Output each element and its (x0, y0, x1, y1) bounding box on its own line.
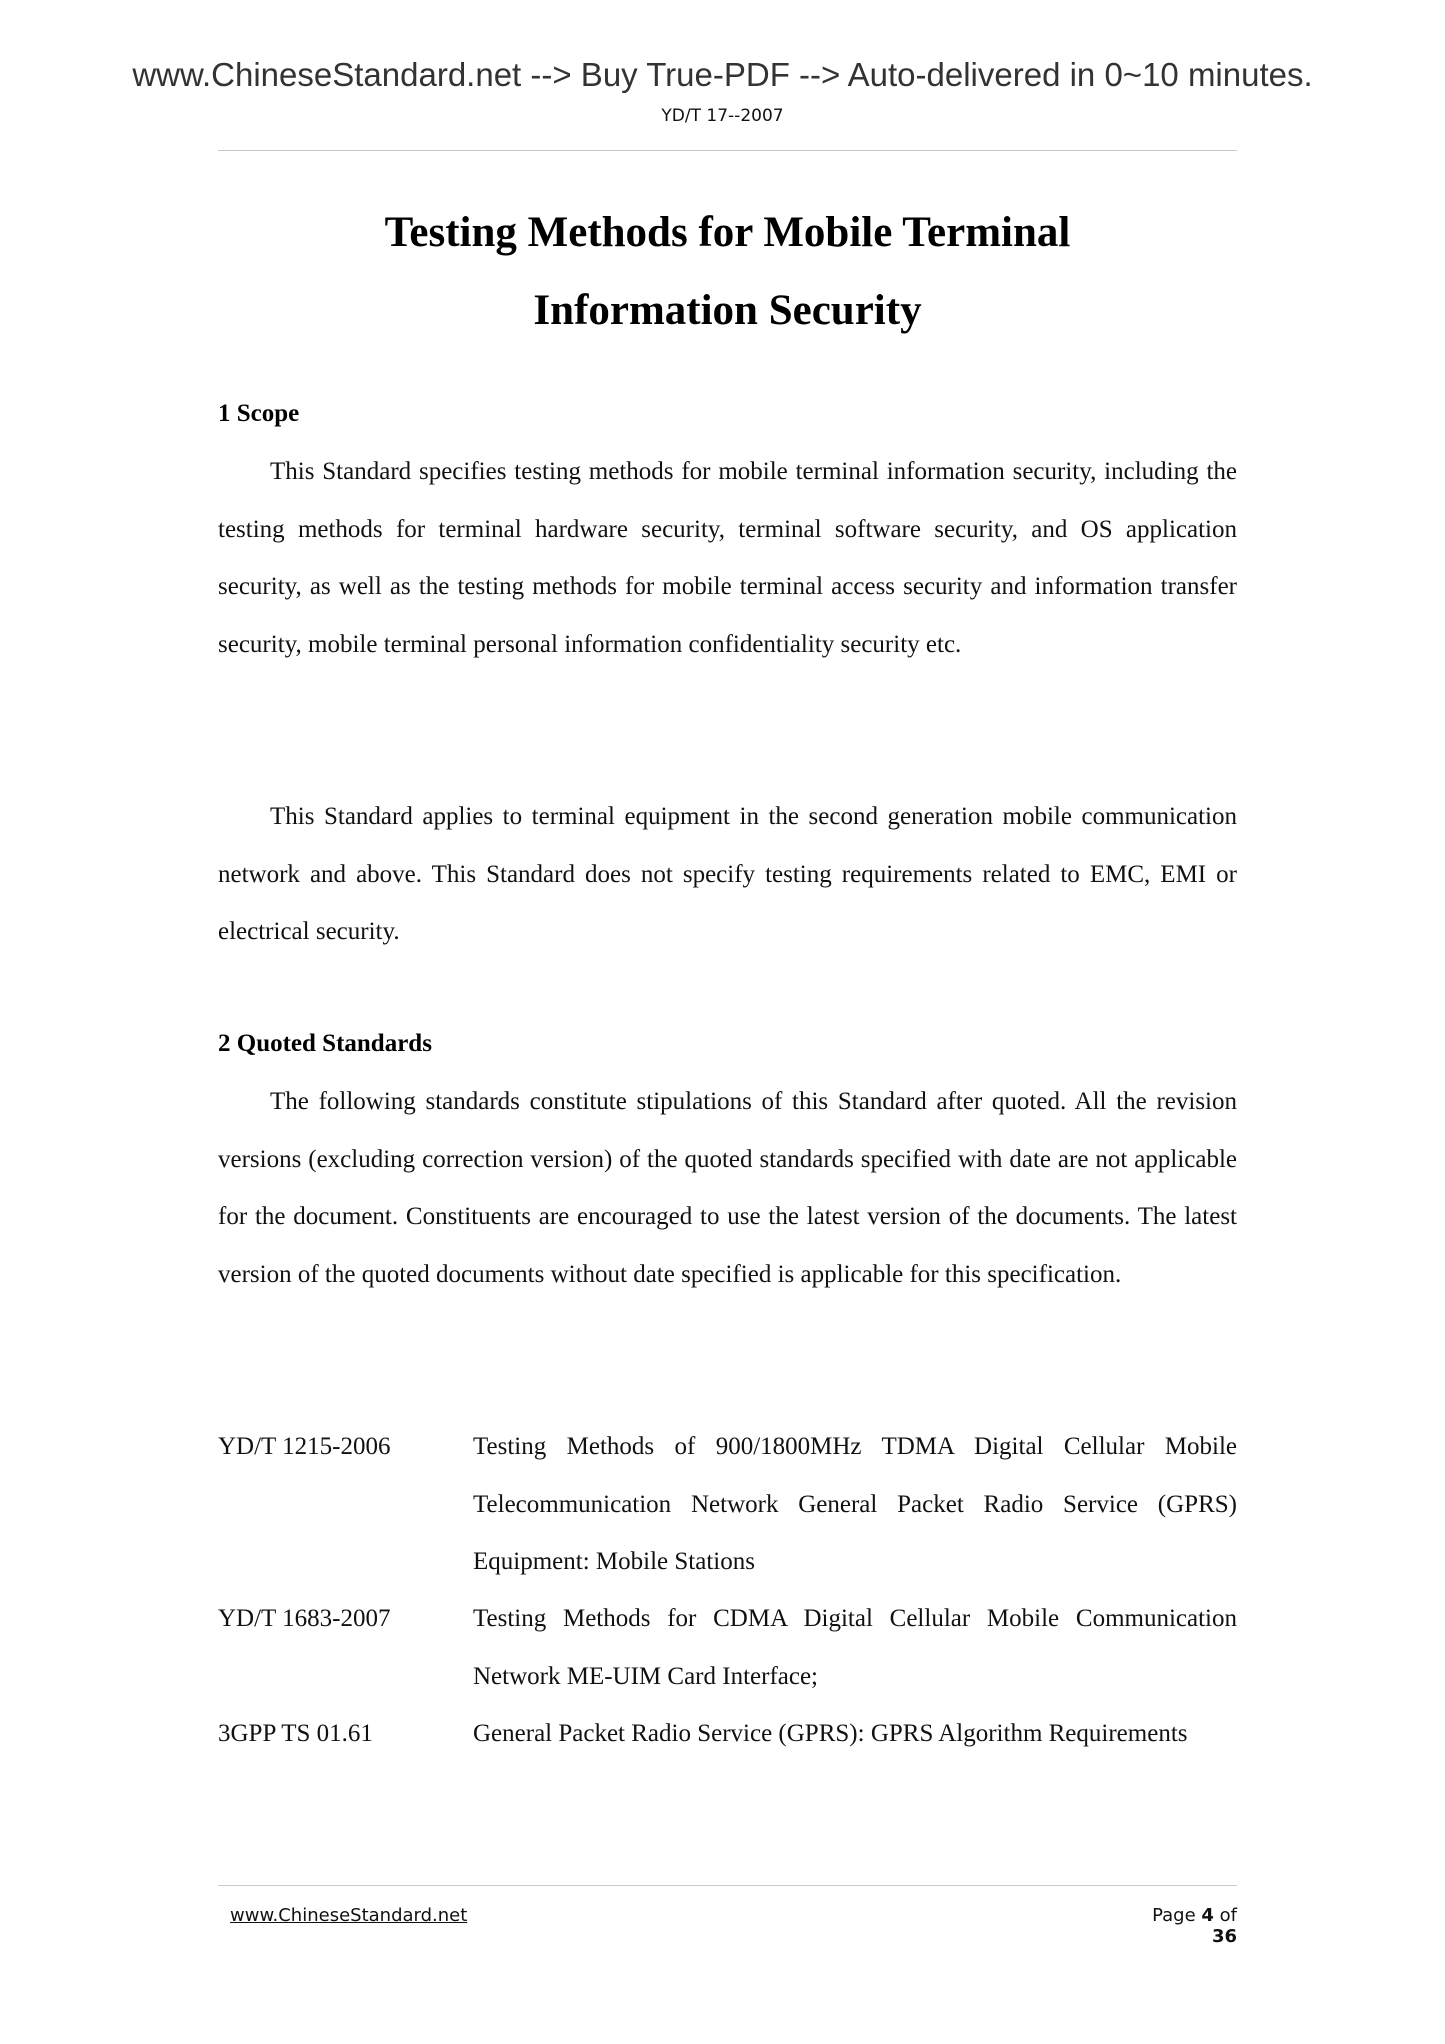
page-title-line-2: Information Security (533, 287, 922, 334)
reference-title: Testing Methods of 900/1800MHz TDMA Digital Cellular Mobile Telecommunication Network General Packet Radio Service (GPRS) Equipment: Mobile Stations (473, 1433, 1237, 1575)
quoted-standards-paragraph: The following standards constitute stipulations of this Standard after quoted. All the revision versions (excluding correction version) of the quoted standards specified with date are not applicable for the document. Constituents are encouraged to use the latest version of the documents. The latest version of the quoted documents without date specified is applicable for this specification. (218, 1088, 1237, 1288)
reference-code: 3GPP TS 01.61 (218, 1720, 373, 1747)
reference-code: YD/T 1683-2007 (218, 1605, 391, 1632)
page-prefix: Page (1152, 1905, 1196, 1926)
page-separator: of (1219, 1905, 1237, 1926)
footer-divider (218, 1885, 1237, 1886)
page-number (1124, 1905, 1237, 1947)
scope-paragraph-2: This Standard applies to terminal equipment in the second generation mobile communication network and above. This Standard does not specify testing requirements related to EMC, EMI or electrical security. (218, 803, 1237, 945)
reference-title: General Packet Radio Service (GPRS): GPRS Algorithm Requirements (473, 1720, 1188, 1747)
page-title-line-1: Testing Methods for Mobile Terminal (384, 209, 1071, 256)
reference-title: Testing Methods for CDMA Digital Cellular Mobile Communication Network ME-UIM Card Interface; (473, 1605, 1237, 1690)
page-current: 4 (1201, 1905, 1214, 1926)
section-heading-scope: 1 Scope (218, 400, 300, 427)
section-heading-quoted-standards: 2 Quoted Standards (218, 1030, 432, 1057)
footer-site-link[interactable]: www.ChineseStandard.net (230, 1905, 468, 1926)
reference-code: YD/T 1215-2006 (218, 1433, 391, 1460)
top-banner: www.ChineseStandard.net --> Buy True-PDF --> Auto-delivered in 0~10 minutes. (132, 56, 1313, 93)
scope-paragraph-1: This Standard specifies testing methods for mobile terminal information security, including the testing methods for terminal hardware security, terminal software security, and OS application security, as well as the testing methods for mobile terminal access security and information transfer security, mobile terminal personal information confidentiality security etc. (218, 458, 1237, 658)
header-divider (218, 150, 1237, 151)
page-total: 36 (1211, 1926, 1237, 1947)
document-number: YD/T 17--2007 (661, 106, 784, 126)
